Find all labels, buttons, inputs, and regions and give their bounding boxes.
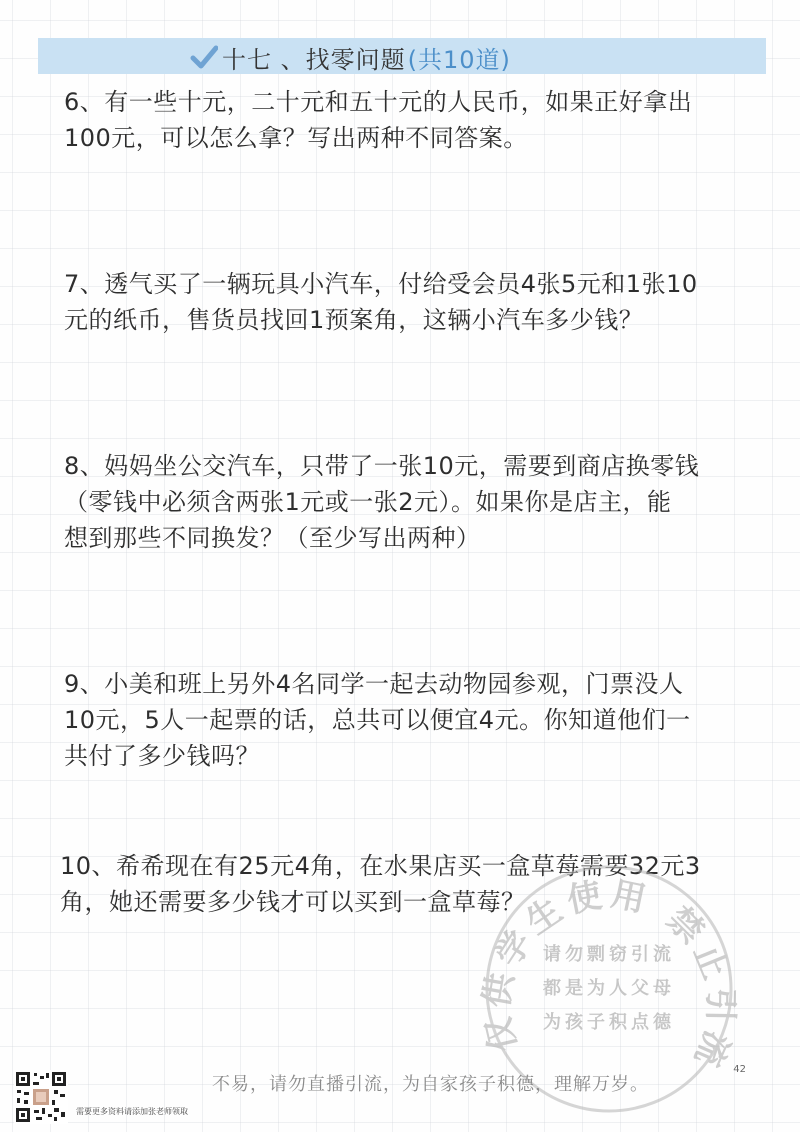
question-line: 7、透气买了一辆玩具小汽车，付给受会员4张5元和1张10 [64, 270, 698, 298]
svg-text:仅供学生使用 禁止引流: 仅供学生使用 禁止引流 [478, 874, 740, 1078]
question-line: 8、妈妈坐公交汽车，只带了一张10元，需要到商店换零钱 [64, 452, 700, 480]
question-8 [64, 448, 754, 556]
question-line: 10元，5人一起票的话，总共可以便宜4元。你知道他们一 [64, 706, 691, 734]
question-7 [64, 266, 754, 338]
qr-caption: 需要更多资料请添加张老师领取 [76, 1107, 188, 1116]
question-line: 6、有一些十元，二十元和五十元的人民币，如果正好拿出 [64, 88, 693, 116]
question-line: 共付了多少钱吗？ [64, 742, 260, 770]
footer-notice: 不易，请勿直播引流，为自家孩子积德，理解万岁。 [212, 1074, 649, 1095]
section-title [190, 40, 511, 74]
question-9 [64, 666, 754, 774]
question-count: (共10道) [407, 45, 511, 74]
question-line: （零钱中必须含两张1元或一张2元）。如果你是店主，能 [64, 488, 672, 516]
question-line: 100元，可以怎么拿？写出两种不同答案。 [64, 124, 528, 152]
seal-line: 为孩子积点德 [543, 1012, 675, 1033]
question-line: 元的纸币，售货员找回1预案角，这辆小汽车多少钱？ [64, 306, 644, 334]
question-6 [64, 84, 754, 156]
seal-line: 请勿剽窃引流 [543, 944, 675, 965]
section-title-text: 十七 、找零问题 [222, 45, 406, 74]
qr-code-icon[interactable] [14, 1070, 68, 1124]
page-number: 42 [733, 1064, 746, 1075]
question-line: 角，她还需要多少钱才可以买到一盒草莓？ [60, 888, 526, 916]
question-line: 想到那些不同换发？（至少写出两种） [64, 524, 481, 552]
check-icon [190, 44, 218, 70]
seal-line: 都是为人父母 [543, 978, 675, 999]
question-line: 10、希希现在有25元4角，在水果店买一盒草莓需要32元3 [60, 852, 701, 880]
question-line: 9、小美和班上另外4名同学一起去动物园参观，门票没人 [64, 670, 684, 698]
